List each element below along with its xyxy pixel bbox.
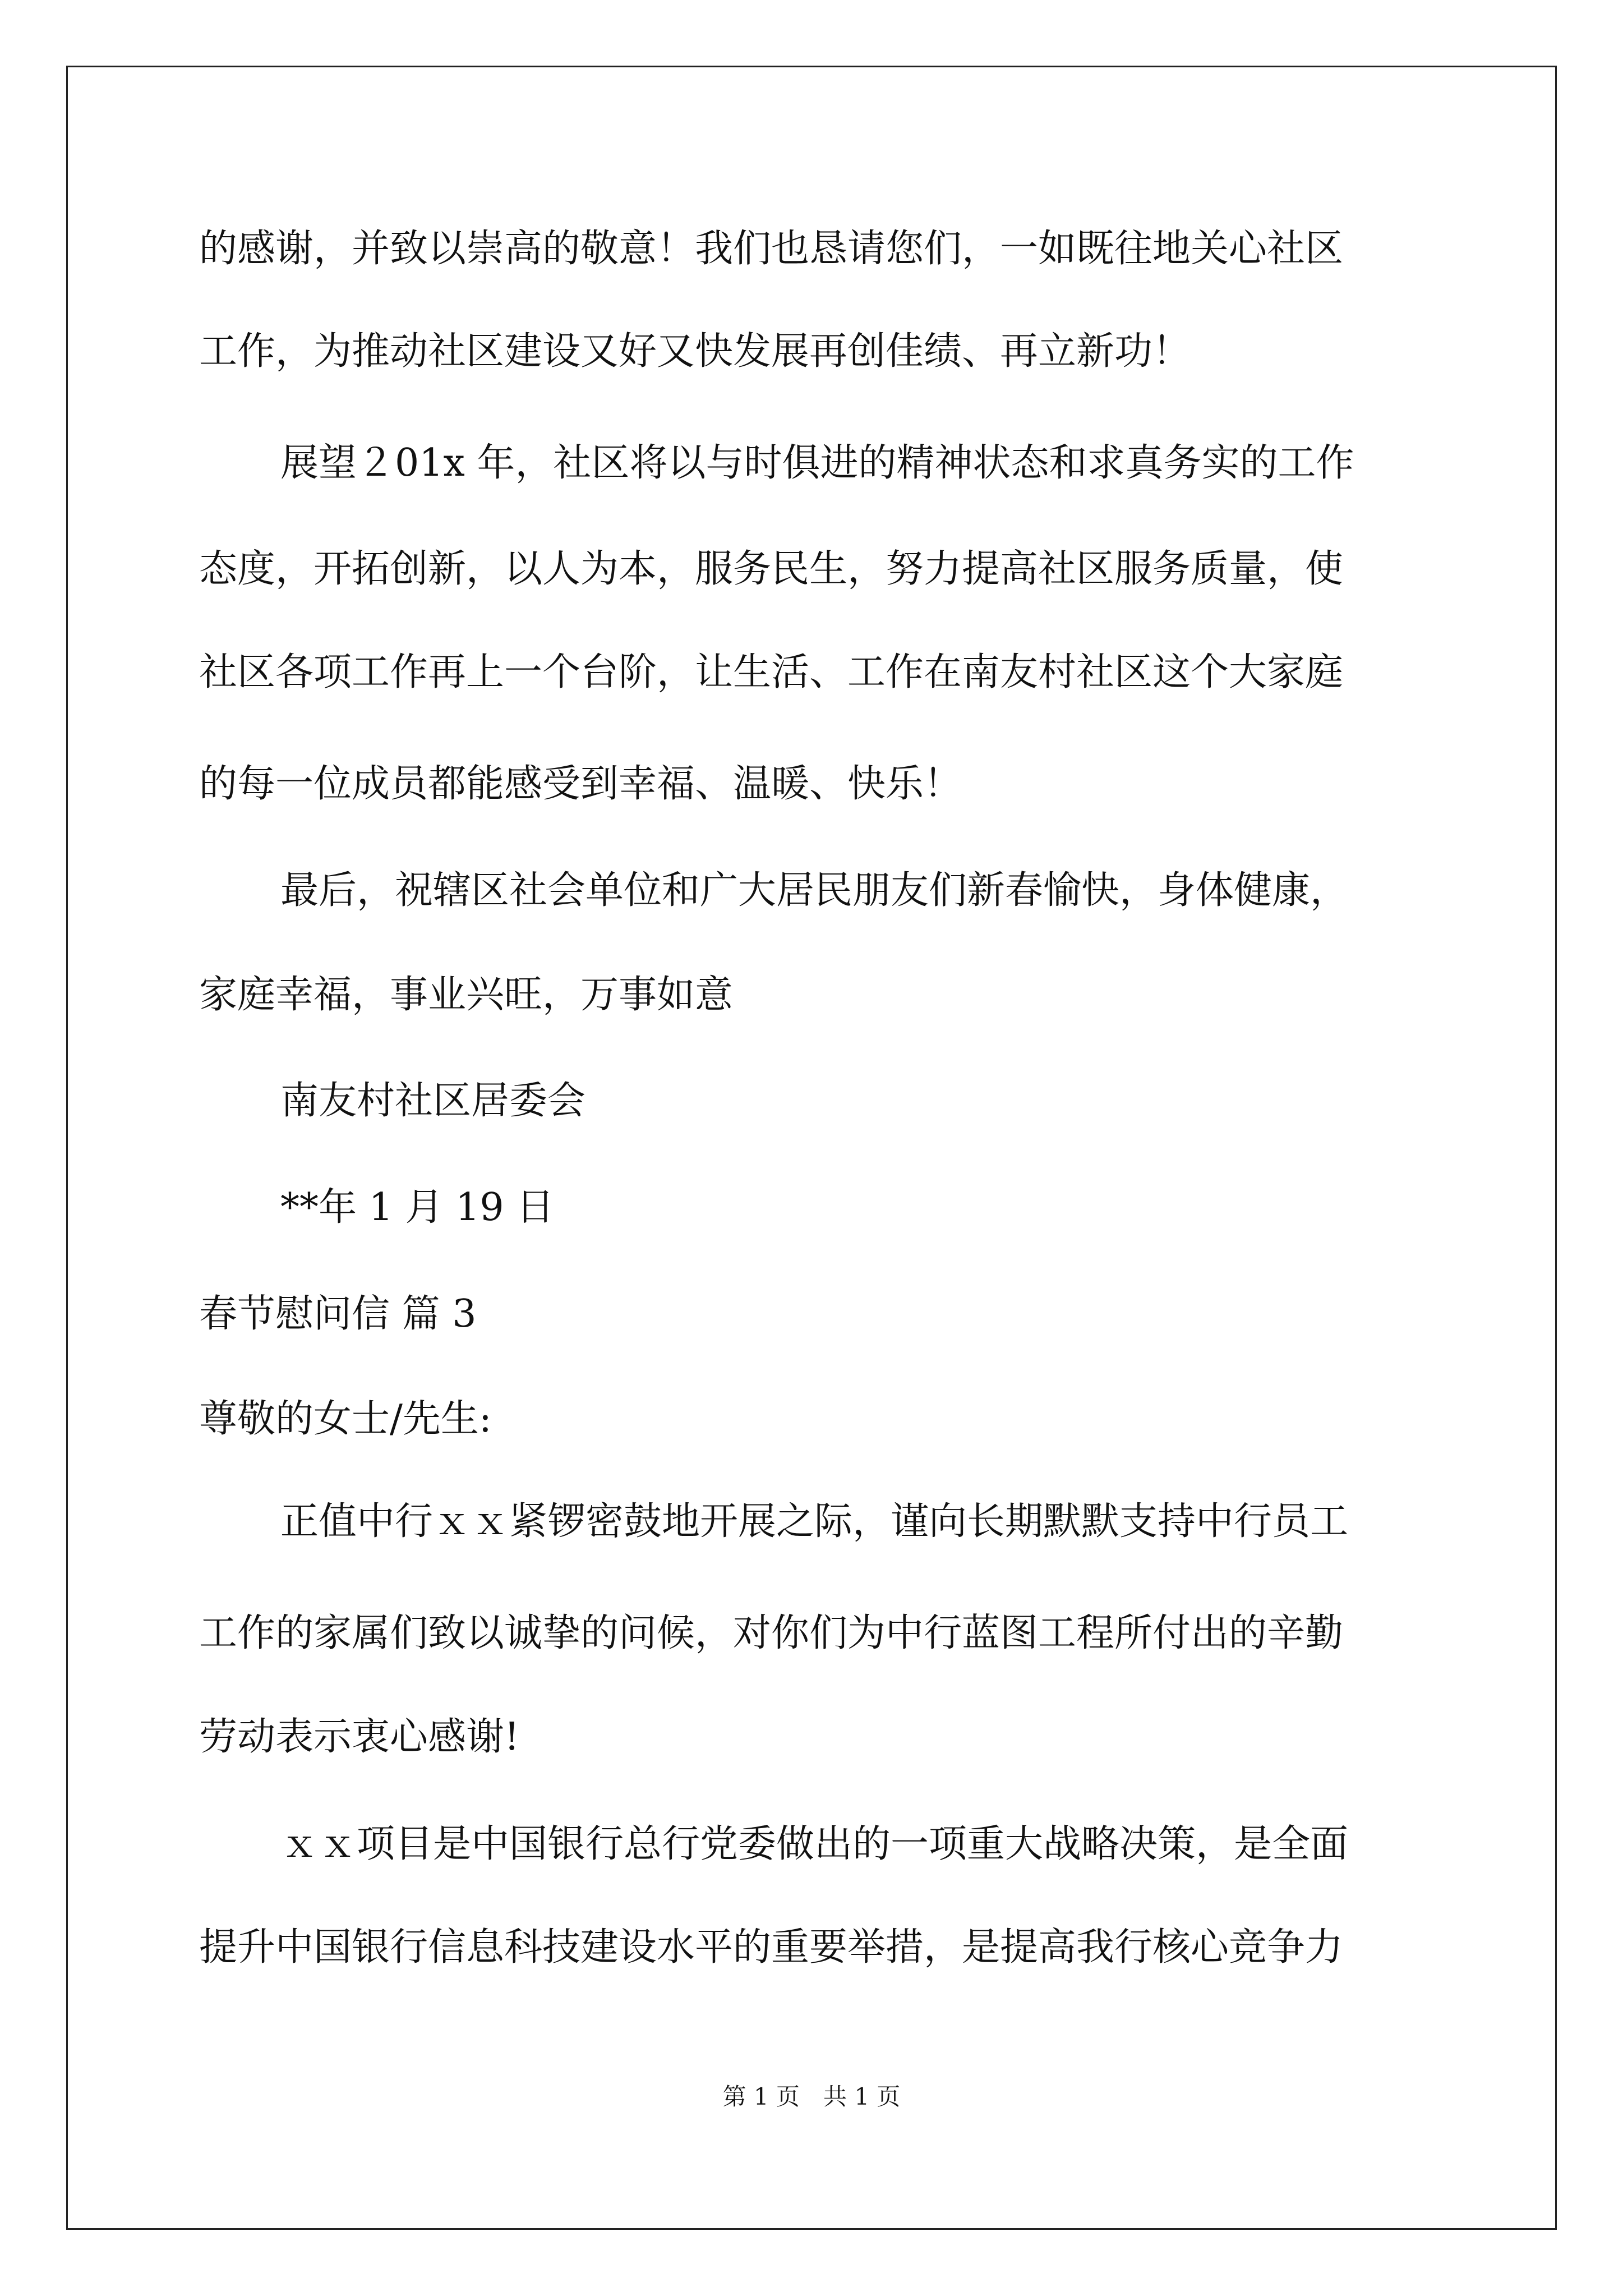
paragraph-line: 最后，祝辖区社会单位和广大居民朋友们新春愉快，身体健康， bbox=[280, 868, 1349, 913]
paragraph-line: 正值中行ｘｘ紧锣密鼓地开展之际，谨向长期默默支持中行员工 bbox=[280, 1499, 1349, 1544]
paragraph-line: 展望２01x 年，社区将以与时俱进的精神状态和求真务实的工作 bbox=[280, 441, 1354, 485]
paragraph-line: 的每一位成员都能感受到幸福、温暖、快乐！ bbox=[199, 762, 962, 806]
paragraph-line: 社区各项工作再上一个台阶，让生活、工作在南友村社区这个大家庭 bbox=[199, 650, 1344, 694]
paragraph-line: 提升中国银行信息科技建设水平的重要举措，是提高我行核心竞争力 bbox=[199, 1925, 1344, 1970]
page-number-footer: 第 1 页 共 1 页 bbox=[722, 2083, 901, 2110]
salutation: 尊敬的女士/先生: bbox=[199, 1397, 492, 1441]
paragraph-line: 家庭幸福，事业兴旺，万事如意 bbox=[199, 973, 734, 1017]
paragraph-line: 工作的家属们致以诚挚的问候，对你们为中行蓝图工程所付出的辛勤 bbox=[199, 1611, 1344, 1655]
section-heading: 春节慰问信 篇 3 bbox=[199, 1292, 477, 1336]
paragraph-line: 工作，为推动社区建设又好又快发展再创佳绩、再立新功！ bbox=[199, 329, 1191, 374]
paragraph-line: ｘｘ项目是中国银行总行党委做出的一项重大战略决策，是全面 bbox=[280, 1822, 1349, 1866]
signature-organization: 南友村社区居委会 bbox=[280, 1079, 586, 1123]
paragraph-line: 态度，开拓创新，以人为本，服务民生，努力提高社区服务质量，使 bbox=[199, 547, 1344, 591]
signature-date: **年 1 月 19 日 bbox=[280, 1185, 555, 1230]
page-border bbox=[66, 66, 1557, 2230]
paragraph-line: 劳动表示衷心感谢! bbox=[199, 1715, 520, 1759]
paragraph-line: 的感谢，并致以崇高的敬意！我们也恳请您们，一如既往地关心社区 bbox=[199, 227, 1344, 271]
